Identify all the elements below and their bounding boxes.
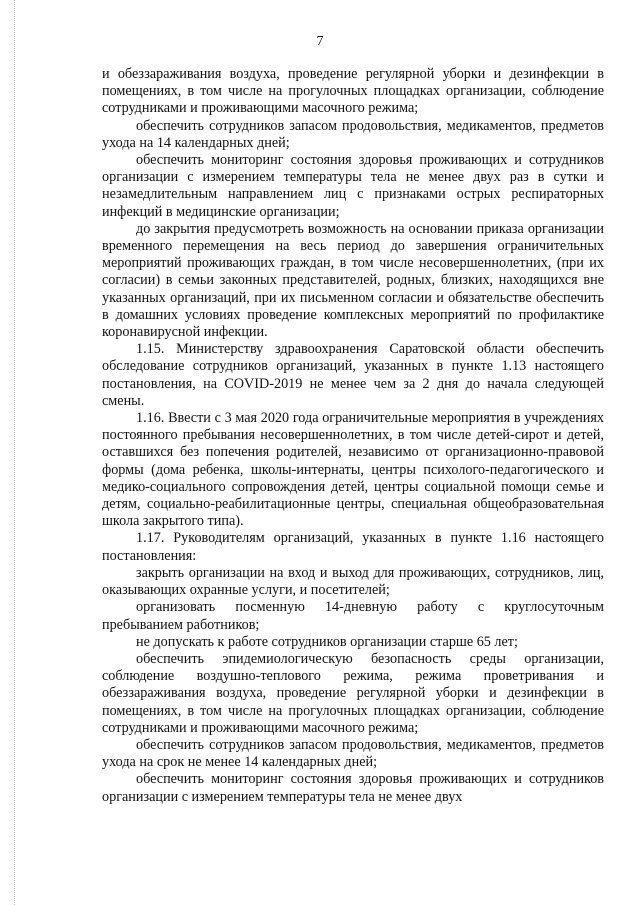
paragraph: обеспечить сотрудников запасом продовольствия, медикаментов, предметов ухода на 14 календарных дней; [102,117,604,151]
document-body [102,66,604,806]
paragraph-1-16: 1.16. Ввести с 3 мая 2020 года ограничительные мероприятия в учреждениях постоянного пребывания несовершеннолетних, в том числе детей-сирот и детей, оставшихся без попечения родителей, независимо от организационно-правовой формы (дома ребенка, школы-интернаты, центры психолого-педагогического и медико-социального сопровождения детей, центры социальной помощи семье и детям, социально-реабилитационные центры, специальная общеобразовательная школа закрытого типа). [102,410,604,530]
paragraph: обеспечить сотрудников запасом продовольствия, медикаментов, предметов ухода на срок не менее 14 календарных дней; [102,736,604,771]
paragraph: обеспечить мониторинг состояния здоровья проживающих и сотрудников организации с измерением температуры тела не менее двух [102,771,604,805]
paragraph: закрыть организации на вход и выход для проживающих, сотрудников, лиц, оказывающих охранные услуги, и посетителей; [102,564,604,599]
paragraph-continuation: и обеззараживания воздуха, проведение регулярной уборки и дезинфекции в помещениях, в том числе на прогулочных площадках организации, соблюдение сотрудниками и проживающими масочного режима; [102,66,604,117]
paragraph: обеспечить мониторинг состояния здоровья проживающих и сотрудников организации с измерением температуры тела не менее двух раз в сутки и незамедлительным направлением лиц с признаками острых респираторных инфекций в медицинские организации; [102,152,604,220]
page-number: 7 [316,34,324,49]
scan-edge-mark [14,0,16,905]
paragraph: до закрытия предусмотреть возможность на основании приказа организации временного перемещения на весь период до завершения ограничительных мероприятий проживающих граждан, в том числе несовершеннолетних, (при их согласии) в семьи законных представителей, родных, близких, находящихся вне указанных организаций, при их письменном согласии и обязательстве обеспечить в домашних условиях проведение комплексных мероприятий по профилактике коронавирусной инфекции. [102,220,604,341]
paragraph: не допускать к работе сотрудников организации старше 65 лет; [136,633,518,650]
paragraph: обеспечить эпидемиологическую безопасность среды организации, соблюдение воздушно-теплового режима, режима проветривания и обеззараживания воздуха, проведение регулярной уборки и дезинфекции в помещениях, в том числе на прогулочных площадках организации, соблюдение сотрудниками и проживающими масочного режима; [102,650,604,736]
paragraph: организовать посменную 14-дневную работу с круглосуточным пребыванием работников; [102,599,604,633]
paragraph-1-17: 1.17. Руководителям организаций, указанных в пункте 1.16 настоящего постановления: [102,530,604,564]
paragraph-1-15: 1.15. Министерству здравоохранения Саратовской области обеспечить обследование сотрудников организаций, указанных в пункте 1.13 настоящего постановления, на COVID-2019 не менее чем за 2 дня до начала следующей смены. [102,341,604,409]
